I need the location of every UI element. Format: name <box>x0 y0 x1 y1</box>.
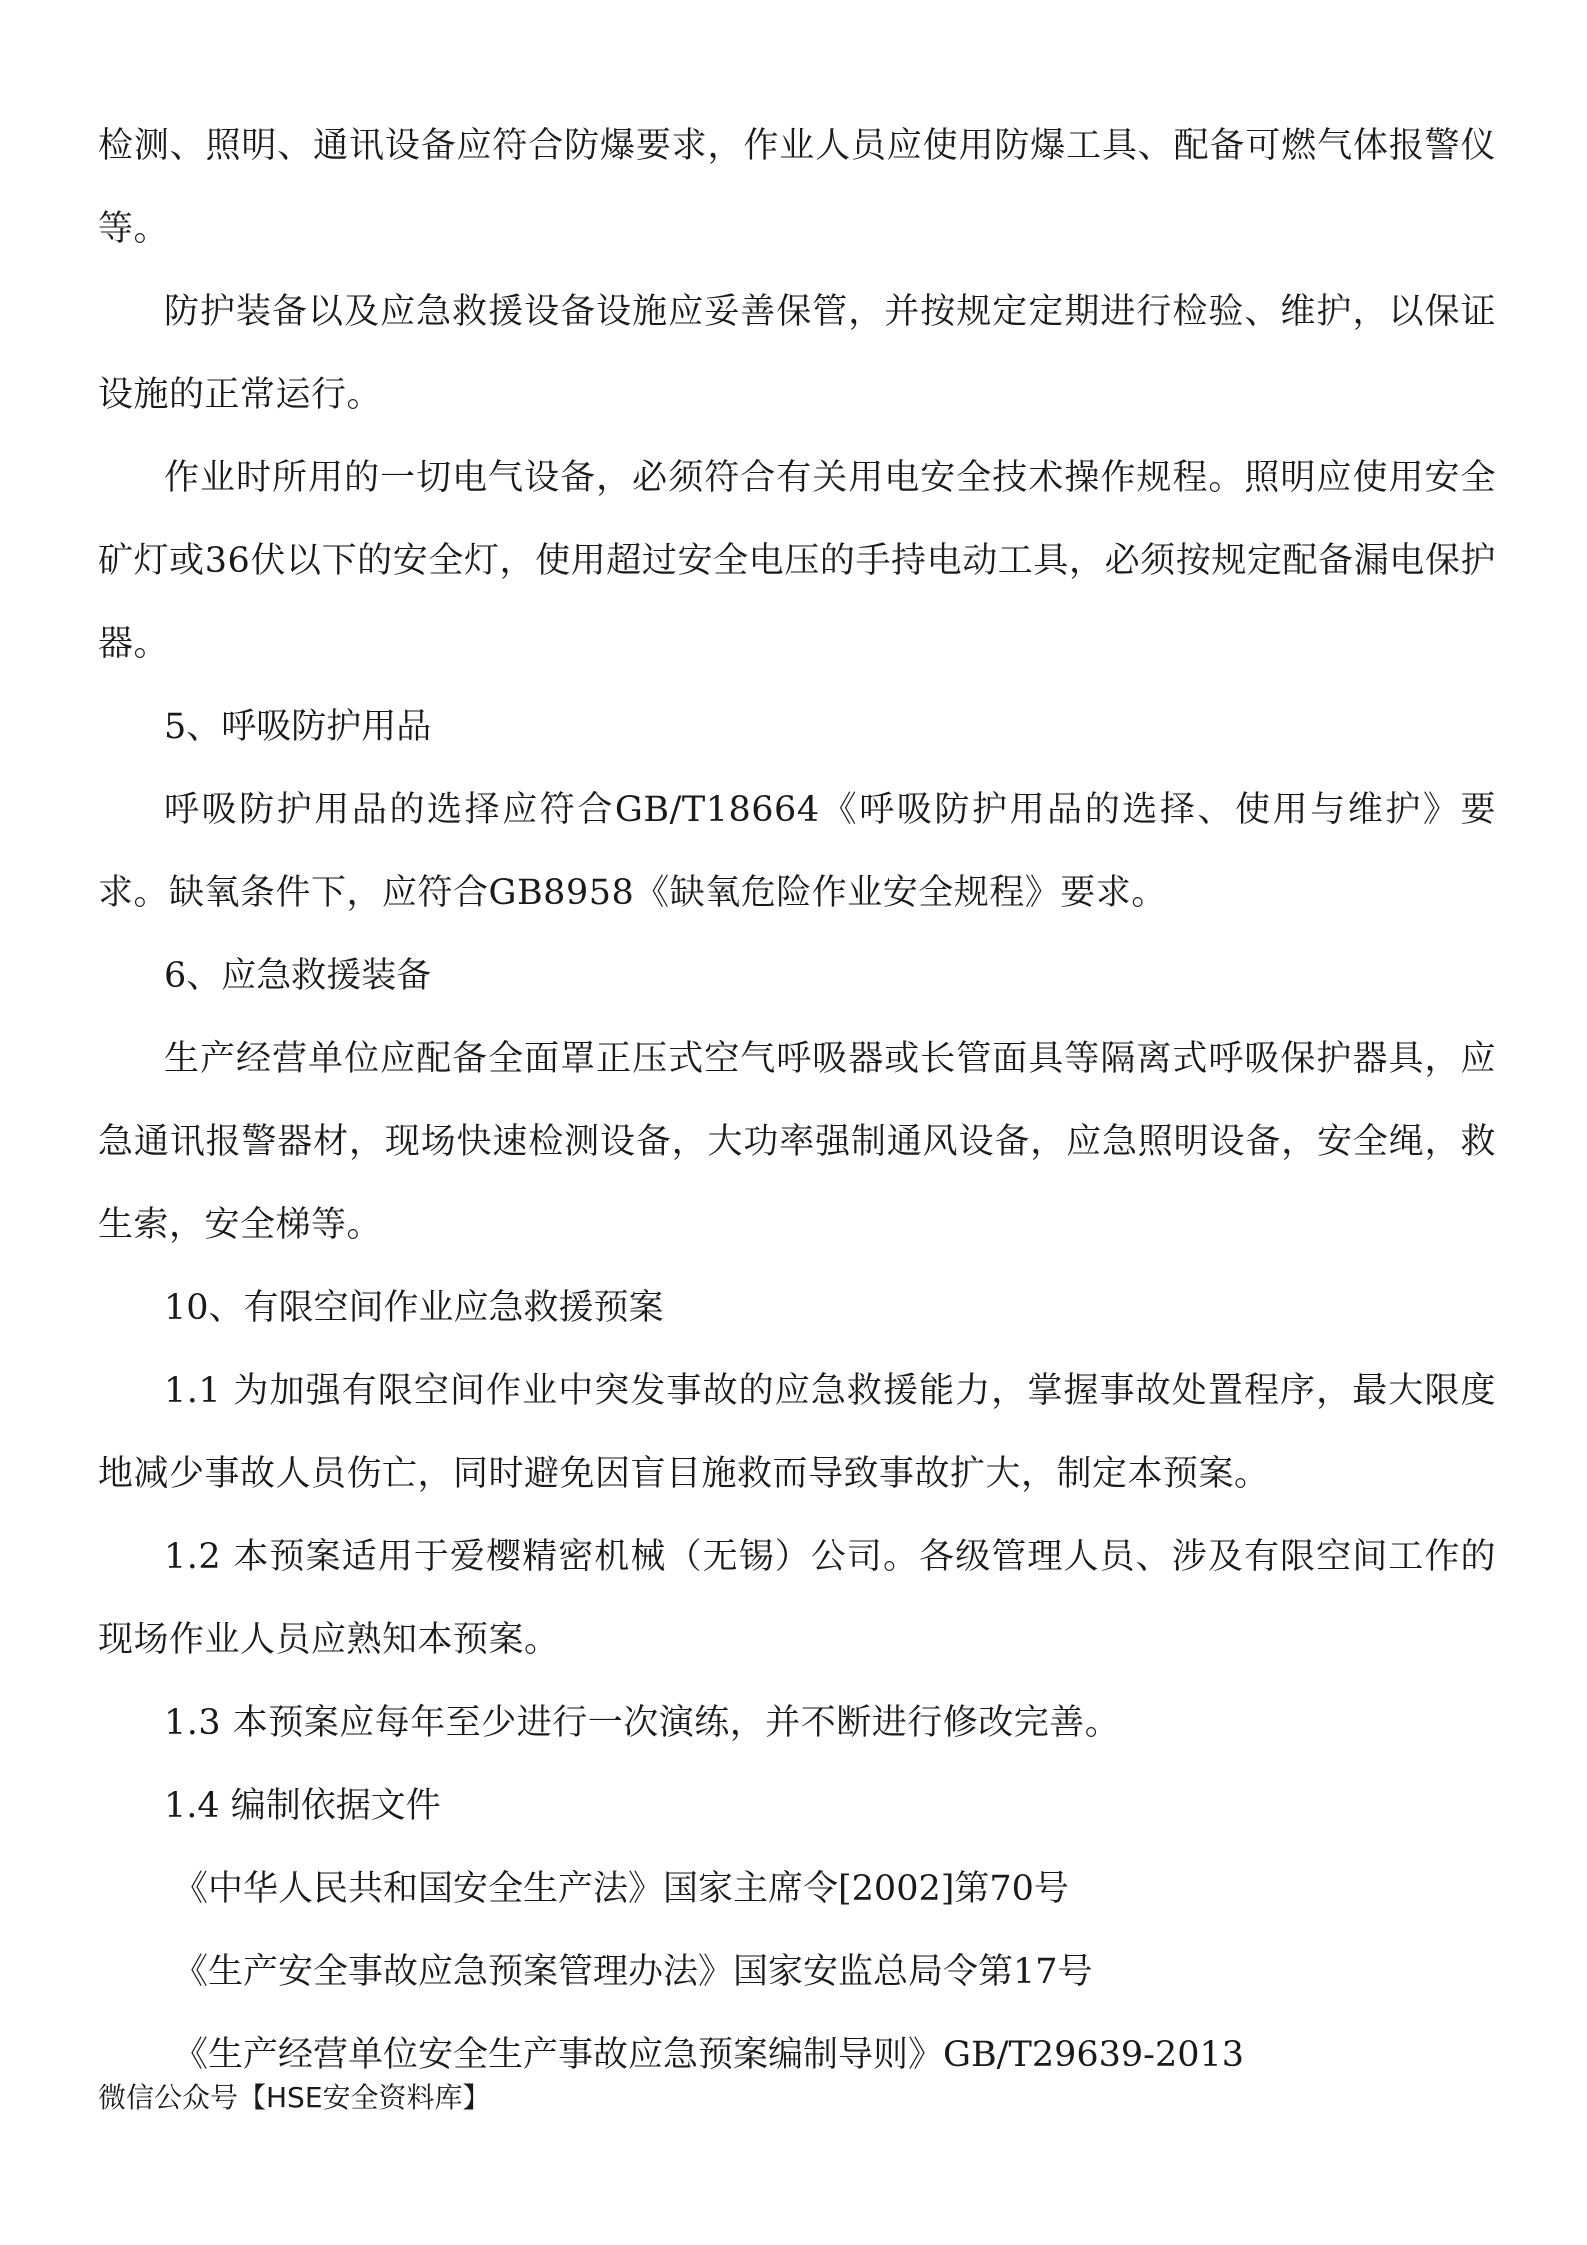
document-body <box>98 105 1496 2097</box>
paragraph-explosion-proof: 检测、照明、通讯设备应符合防爆要求，作业人员应使用防爆工具、配备可燃气体报警仪等。 <box>98 126 1496 249</box>
section-heading-emergency-plan: 10、有限空间作业应急救援预案 <box>164 1288 664 1328</box>
paragraph-electrical-safety: 作业时所用的一切电气设备，必须符合有关用电安全技术操作规程。照明应使用安全矿灯或36伏以下的安全灯，使用超过安全电压的手持电动工具，必须按规定配备漏电保护器。 <box>98 458 1496 664</box>
paragraph-plan-drill: 1.3 本预案应每年至少进行一次演练，并不断进行修改完善。 <box>164 1703 1121 1743</box>
footer-watermark: 微信公众号【HSE安全资料库】 <box>98 2081 491 2114</box>
paragraph-equipment-maintenance: 防护装备以及应急救援设备设施应妥善保管，并按规定定期进行检验、维护，以保证设施的正常运行。 <box>98 292 1496 415</box>
paragraph-plan-purpose: 1.1 为加强有限空间作业中突发事故的应急救援能力，掌握事故处置程序，最大限度地减少事故人员伤亡，同时避免因盲目施救而导致事故扩大，制定本预案。 <box>98 1371 1496 1494</box>
law-reference: 《生产经营单位安全生产事故应急预案编制导则》GB/T29639-2013 <box>173 2035 1245 2075</box>
paragraph-respiratory-standards: 呼吸防护用品的选择应符合GB/T18664《呼吸防护用品的选择、使用与维护》要求。缺氧条件下，应符合GB8958《缺氧危险作业安全规程》要求。 <box>98 790 1496 913</box>
law-reference: 《中华人民共和国安全生产法》国家主席令[2002]第70号 <box>173 1869 1069 1909</box>
section-heading-rescue-equipment: 6、应急救援装备 <box>164 956 432 996</box>
law-reference: 《生产安全事故应急预案管理办法》国家安监总局令第17号 <box>173 1952 1093 1992</box>
paragraph-rescue-equipment: 生产经营单位应配备全面罩正压式空气呼吸器或长管面具等隔离式呼吸保护器具，应急通讯报警器材，现场快速检测设备，大功率强制通风设备，应急照明设备，安全绳，救生索，安全梯等。 <box>98 1039 1496 1245</box>
paragraph-plan-scope: 1.2 本预案适用于爱樱精密机械（无锡）公司。各级管理人员、涉及有限空间工作的现场作业人员应熟知本预案。 <box>98 1537 1496 1660</box>
paragraph-basis-documents: 1.4 编制依据文件 <box>164 1786 441 1826</box>
section-heading-respiratory: 5、呼吸防护用品 <box>164 707 432 747</box>
